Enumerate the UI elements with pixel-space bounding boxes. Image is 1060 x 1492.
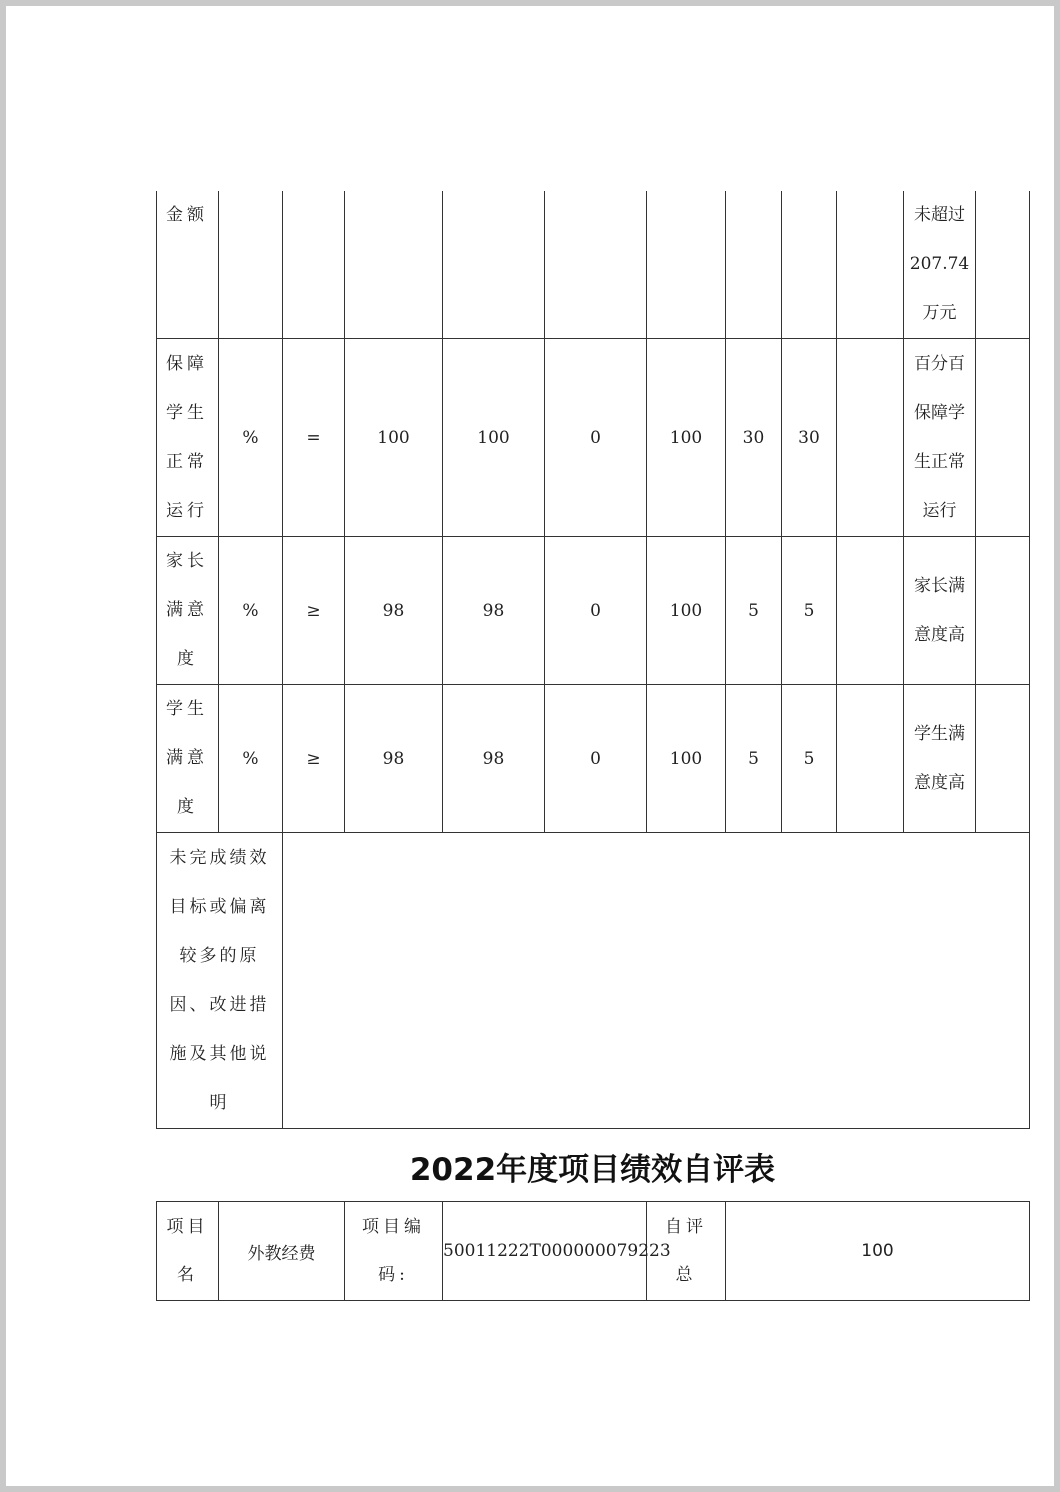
value-cell: 100 — [647, 339, 726, 537]
value-cell — [545, 191, 647, 339]
unit-cell: % — [219, 339, 283, 537]
empty-cell — [976, 537, 1030, 685]
value-cell: 5 — [782, 537, 837, 685]
unit-cell: % — [219, 537, 283, 685]
unit-cell: % — [219, 685, 283, 833]
value-cell: 98 — [345, 537, 443, 685]
empty-cell — [837, 191, 904, 339]
project-info-table — [156, 1201, 1030, 1301]
value-cell — [782, 191, 837, 339]
operator-cell — [283, 191, 345, 339]
value-cell: 0 — [545, 537, 647, 685]
table-row — [157, 685, 1030, 833]
empty-cell — [976, 685, 1030, 833]
value-cell: 5 — [782, 685, 837, 833]
empty-cell — [837, 685, 904, 833]
performance-indicator-table — [156, 191, 1030, 1129]
value-cell — [647, 191, 726, 339]
project-name-value: 外教经费 — [219, 1202, 345, 1301]
project-code-value: 50011222T000000079223 — [443, 1202, 647, 1301]
indicator-name-cell: 金额 — [157, 191, 219, 339]
value-cell: 30 — [726, 339, 782, 537]
value-cell: 100 — [443, 339, 545, 537]
total-score-value: 100 — [726, 1202, 1030, 1301]
value-cell — [726, 191, 782, 339]
value-cell: 30 — [782, 339, 837, 537]
table-row — [157, 537, 1030, 685]
document-page — [6, 6, 1054, 1486]
value-cell: 98 — [345, 685, 443, 833]
value-cell: 100 — [345, 339, 443, 537]
value-cell: 100 — [647, 537, 726, 685]
value-cell: 0 — [545, 685, 647, 833]
value-cell — [443, 191, 545, 339]
indicator-name-cell: 学生 满意 度 — [157, 685, 219, 833]
project-code-label: 项目编 码: — [345, 1202, 443, 1301]
indicator-name-cell: 家长 满意 度 — [157, 537, 219, 685]
empty-cell — [837, 537, 904, 685]
operator-cell: ≥ — [283, 537, 345, 685]
table-row — [157, 1202, 1030, 1301]
page-title: 2022年度项目绩效自评表 — [409, 1152, 776, 1188]
note-cell: 百分百 保障学 生正常 运行 — [904, 339, 976, 537]
table-row — [157, 833, 1030, 1129]
value-cell: 98 — [443, 685, 545, 833]
operator-cell: ≥ — [283, 685, 345, 833]
value-cell: 100 — [647, 685, 726, 833]
value-cell: 0 — [545, 339, 647, 537]
empty-cell — [976, 191, 1030, 339]
empty-cell — [837, 339, 904, 537]
total-score-label: 自评 总 — [647, 1202, 726, 1301]
table-row — [157, 339, 1030, 537]
indicator-name-cell: 保障 学生 正常 运行 — [157, 339, 219, 537]
unit-cell — [219, 191, 283, 339]
value-cell: 98 — [443, 537, 545, 685]
remarks-content-cell — [283, 833, 1030, 1129]
note-cell: 学生满 意度高 — [904, 685, 976, 833]
note-cell: 家长满 意度高 — [904, 537, 976, 685]
value-cell: 5 — [726, 537, 782, 685]
table-row — [157, 191, 1030, 339]
value-cell — [345, 191, 443, 339]
operator-cell: = — [283, 339, 345, 537]
remarks-label-cell: 未完成绩效 目标或偏离 较多的原 因、改进措 施及其他说 明 — [157, 833, 283, 1129]
project-name-label: 项目 名 — [157, 1202, 219, 1301]
empty-cell — [976, 339, 1030, 537]
note-cell: 未超过 207.74 万元 — [904, 191, 976, 339]
value-cell: 5 — [726, 685, 782, 833]
